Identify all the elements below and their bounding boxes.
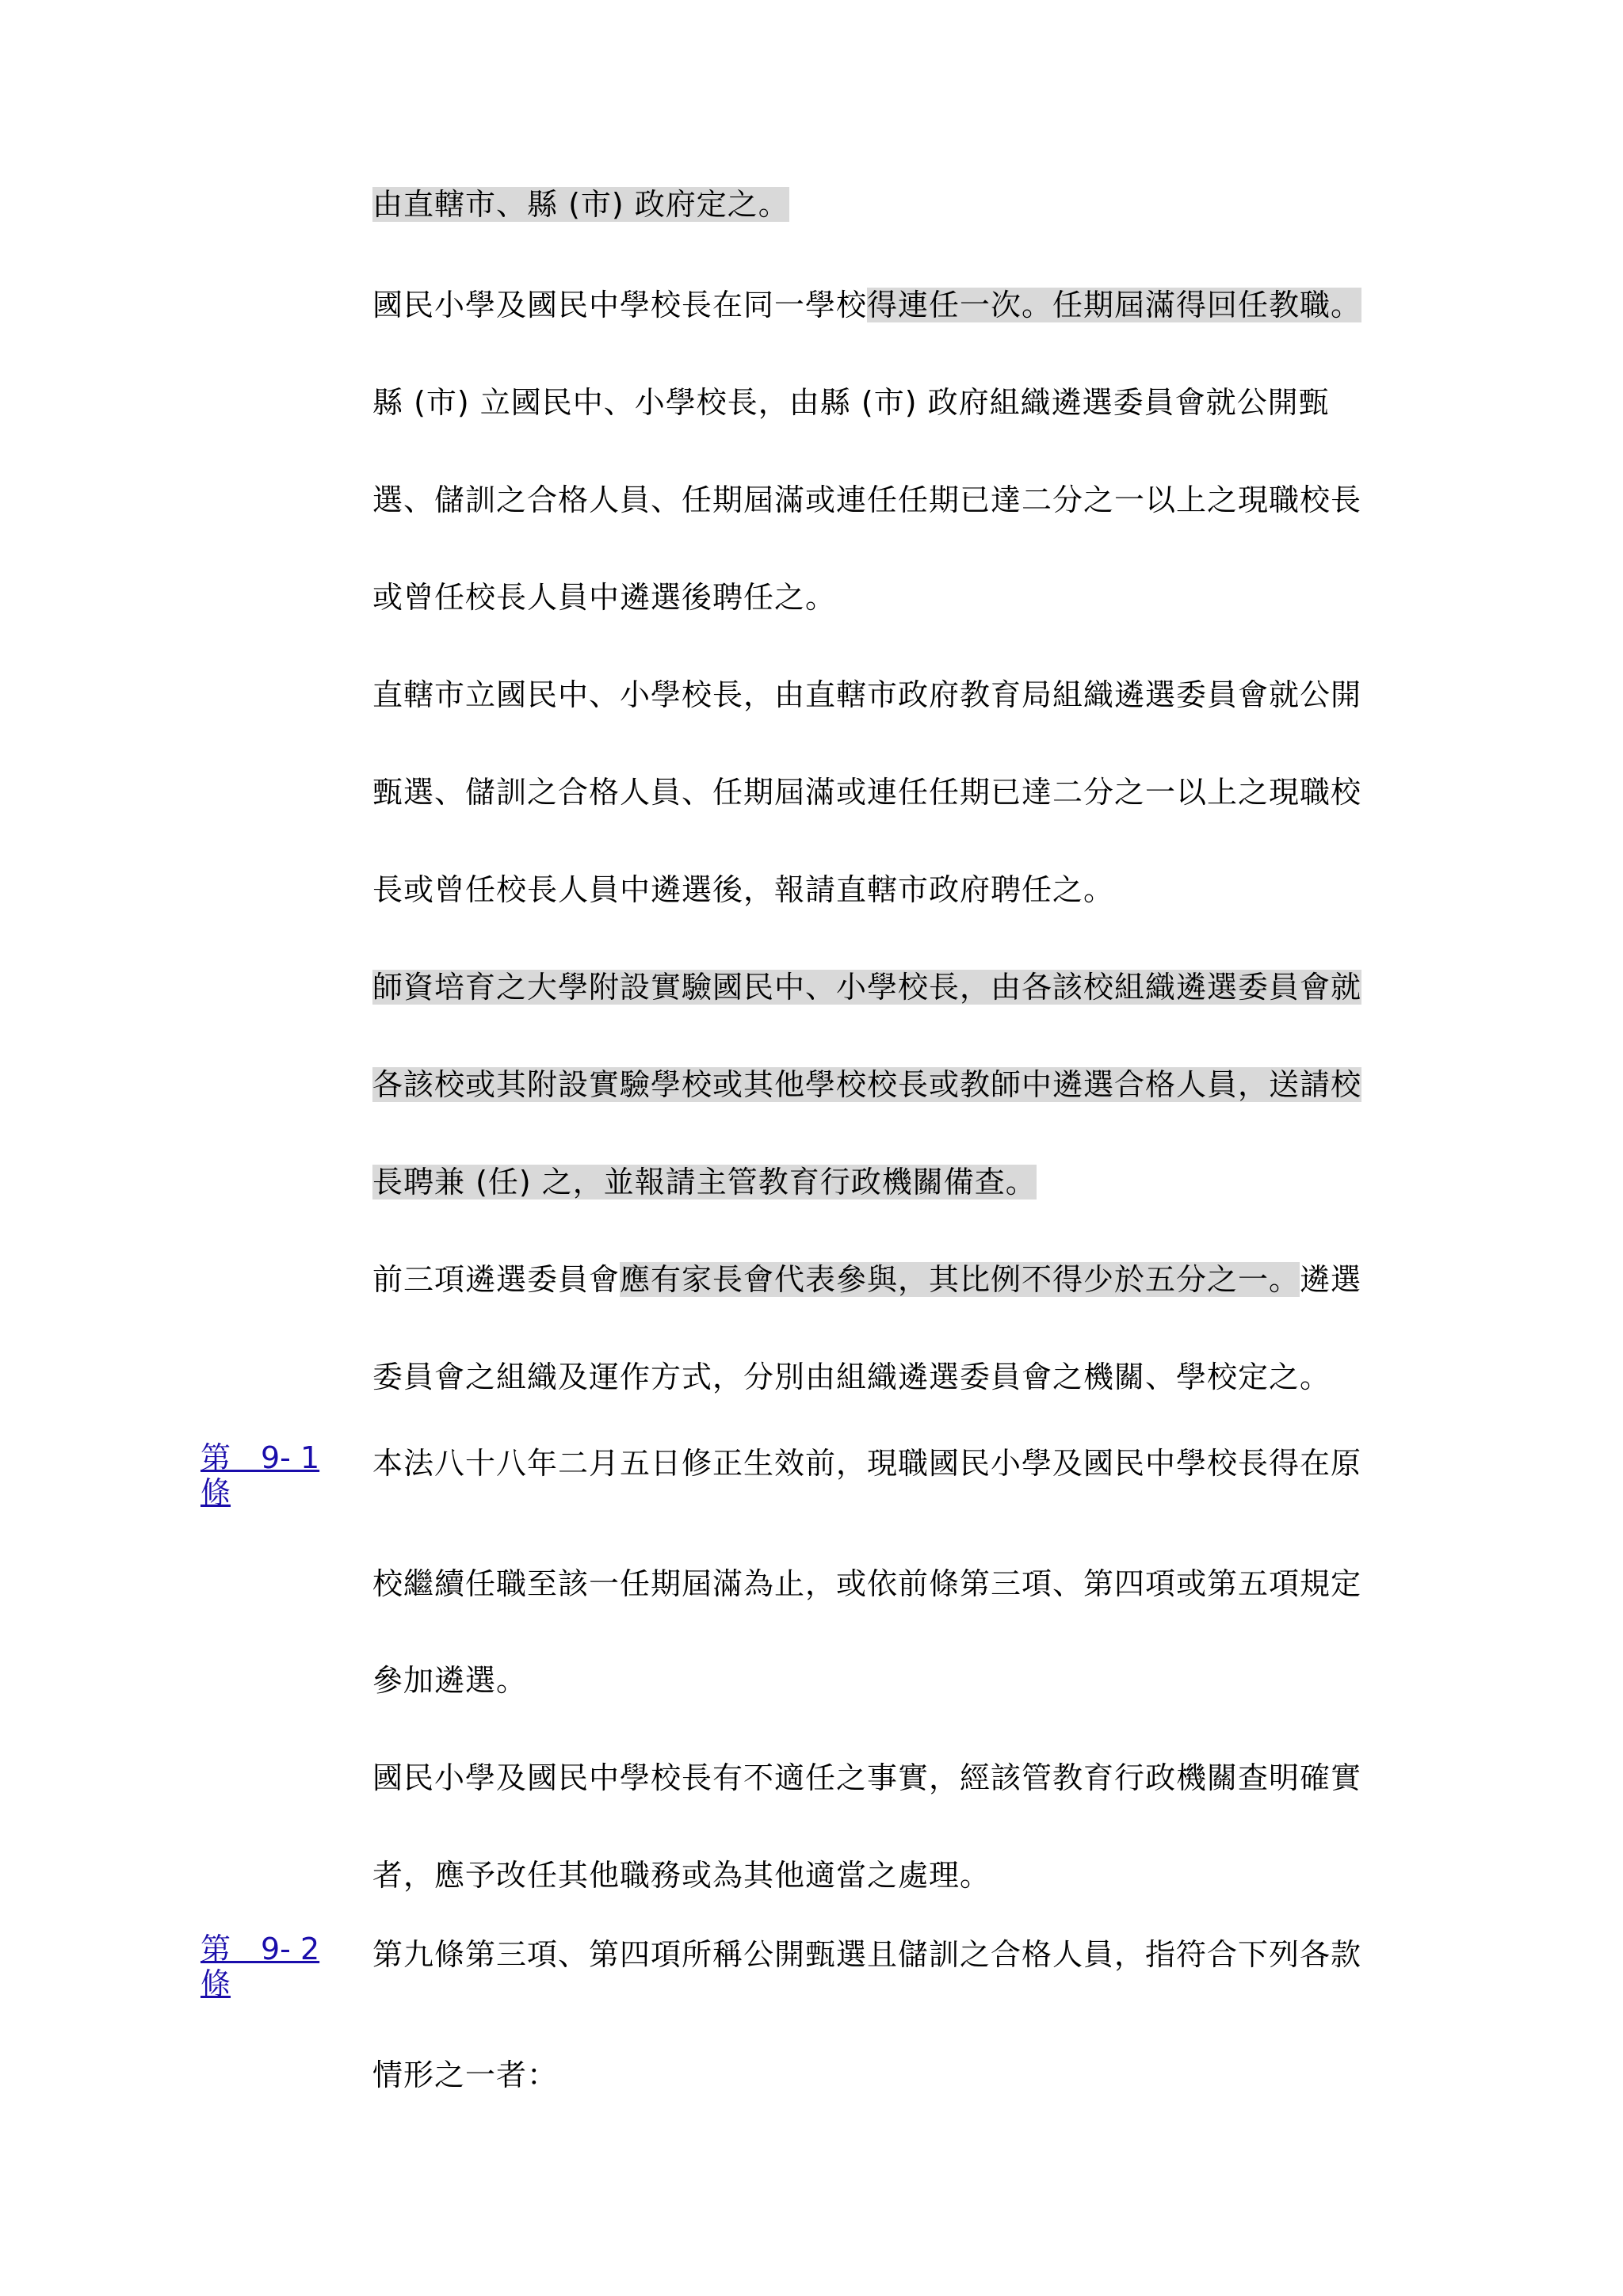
article-link-9-1[interactable] <box>200 1440 319 1510</box>
text-line: 國民小學及國民中學校長有不適任之事實，經該管教育行政機關查明確實 <box>372 1760 1362 1795</box>
article-link-9-2[interactable] <box>200 1932 319 2001</box>
text-line: 參加遴選。 <box>372 1663 528 1698</box>
text-line: 情形之一者： <box>372 2058 559 2092</box>
text-line: 長或曾任校長人員中遴選後，報請直轄市政府聘任之。 <box>372 872 1115 907</box>
text-line: 師資培育之大學附設實驗國民中、小學校長，由各該校組織遴選委員會就 <box>372 970 1362 1005</box>
text-line: 或曾任校長人員中遴選後聘任之。 <box>372 580 837 615</box>
article-number: 第 9- 1 <box>200 1440 320 1475</box>
text-line: 長聘兼 (任) 之，並報請主管教育行政機關備查。 <box>372 1165 1037 1199</box>
text-line: 各該校或其附設實驗學校或其他學校校長或教師中遴選合格人員，送請校 <box>372 1067 1362 1102</box>
text-line: 縣 (市) 立國民中、小學校長，由縣 (市) 政府組織遴選委員會就公開甄 <box>372 385 1330 420</box>
text-line: 本法八十八年二月五日修正生效前，現職國民小學及國民中學校長得在原 <box>372 1446 1362 1481</box>
text-line: 國民小學及國民中學校長在同一學校得連任一次。任期屆滿得回任教職。 <box>372 288 1362 322</box>
text-line: 者，應予改任其他職務或為其他適當之處理。 <box>372 1858 991 1893</box>
article-suffix: 條 <box>200 1475 231 1510</box>
text-line: 前三項遴選委員會應有家長會代表參與，其比例不得少於五分之一。遴選 <box>372 1262 1362 1297</box>
text-line: 校繼續任職至該一任期屆滿為止，或依前條第三項、第四項或第五項規定 <box>372 1566 1362 1601</box>
text-line: 由直轄市、縣 (市) 政府定之。 <box>372 187 789 222</box>
text-line: 直轄市立國民中、小學校長，由直轄市政府教育局組織遴選委員會就公開 <box>372 677 1362 712</box>
text-line: 第九條第三項、第四項所稱公開甄選且儲訓之合格人員，指符合下列各款 <box>372 1937 1362 1972</box>
article-suffix: 條 <box>200 1966 231 2001</box>
text-line: 委員會之組織及運作方式，分別由組織遴選委員會之機關、學校定之。 <box>372 1360 1331 1394</box>
text-line: 甄選、儲訓之合格人員、任期屆滿或連任任期已達二分之一以上之現職校 <box>372 775 1362 810</box>
text-line: 選、儲訓之合格人員、任期屆滿或連任任期已達二分之一以上之現職校長 <box>372 482 1362 517</box>
article-number: 第 9- 2 <box>200 1932 320 1966</box>
